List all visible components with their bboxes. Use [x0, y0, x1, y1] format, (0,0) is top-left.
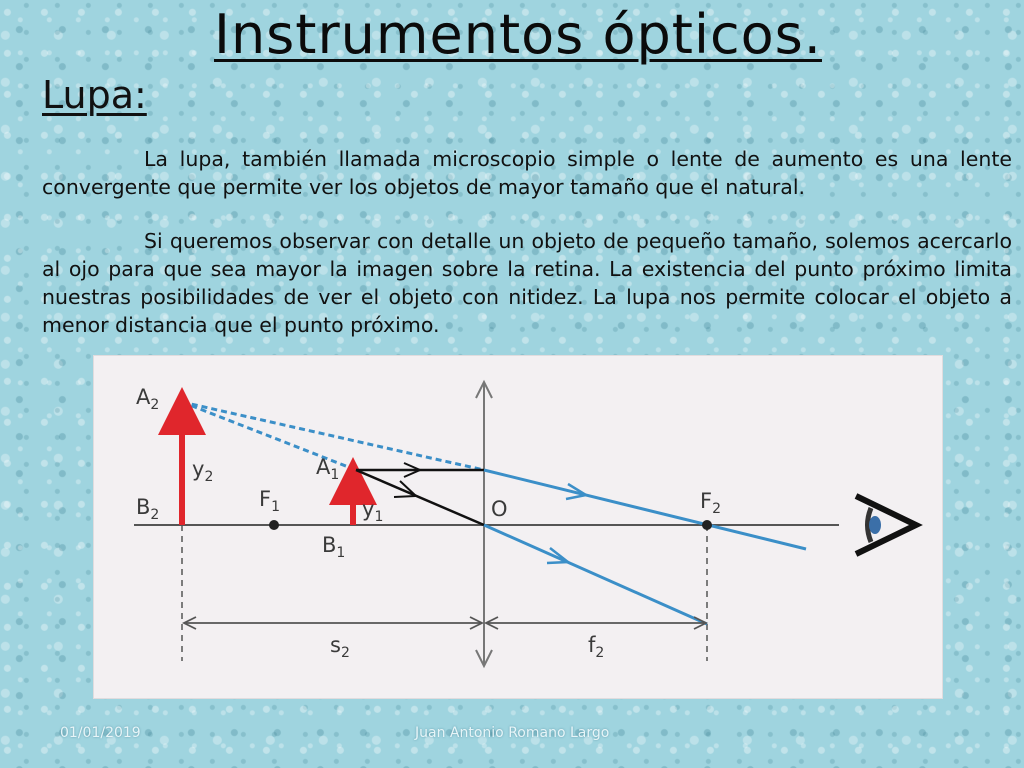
label-s2: $s_2$ [330, 633, 350, 661]
refracted-ray-focal [484, 470, 806, 549]
label-f1: $F_1$ [259, 487, 281, 515]
eye-icon [856, 496, 916, 554]
label-b2: $B_2$ [136, 495, 160, 523]
refracted-ray-center [484, 525, 707, 624]
slide-subtitle: Lupa: [42, 73, 147, 117]
label-f2-distance: $f_2$ [588, 633, 605, 661]
slide-title: Instrumentos ópticos. [214, 3, 822, 66]
label-o: O [491, 497, 508, 521]
label-f2: $F_2$ [700, 489, 722, 517]
label-y2: $y_2$ [192, 457, 214, 485]
label-a1: $A_1$ [316, 455, 340, 483]
focal-point-f2 [702, 520, 712, 530]
label-b1: $B_1$ [322, 533, 346, 561]
focal-point-f1 [269, 520, 279, 530]
label-y1: $y_1$ [362, 497, 384, 525]
label-a2: $A_2$ [136, 385, 160, 413]
footer-author: Juan Antonio Romano Largo [415, 725, 610, 741]
footer-date: 01/01/2019 [60, 725, 141, 741]
paragraph-definition: La lupa, también llamada microscopio simple o lente de aumento es una lente convergente que permite ver los objetos de mayor tamaño que el natural. [42, 147, 1012, 199]
magnifier-ray-diagram [93, 355, 943, 699]
paragraph-explanation: Si queremos observar con detalle un objeto de pequeño tamaño, solemos acercarlo al ojo para que sea mayor la imagen sobre la retina. La existencia del punto próximo limita nuestras posibilidades de ver el objeto con nitidez. La lupa nos permite colocar el objeto a menor distancia que el punto próximo. [42, 229, 1012, 337]
